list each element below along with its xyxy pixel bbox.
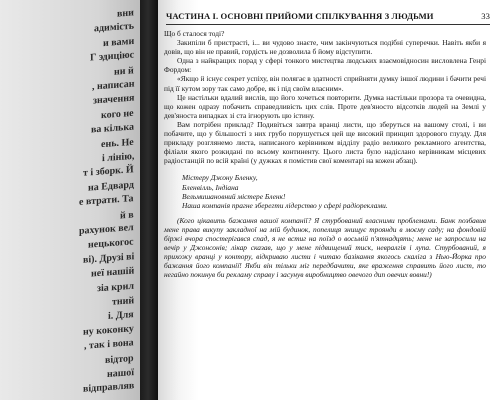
letter-salutation: Вельмишановний містере Бленк! xyxy=(182,191,286,201)
paragraph: Вам потрібен приклад? Подивіться завтра вранці листи, що зберуться на вашому столі, і ви побачите, що у більшості з них грубо порушується цей ще високий принцип здорового глузду. Для прикладу розглянемо листа, написаного керівником відділу радіо великого рекламного агентства, філіали якого розкидані по всьому континенту. Цього листа було надіслано керівникам місцевих радіостанцій по всій країні (у дужках я помістив свої коментарі на кожен абзац). xyxy=(164,119,486,166)
header-title: ЧАСТИНА I. ОСНОВНІ ПРИЙОМИ СПІЛКУВАННЯ З ЛЮДЬМИ xyxy=(166,11,434,21)
paragraph: Одна з найкращих порад у сфері тонкого мистецтва людських взаємовідносин висловлена Генрі Фордом: xyxy=(164,56,486,75)
left-page-fragment: кого не xyxy=(101,107,134,121)
left-page-fragment: вни xyxy=(117,7,134,20)
left-page-fragment: рахунок вел xyxy=(79,222,134,237)
letter-opening: Наша компанія прагне зберегти лідерство у сфері радіореклами. xyxy=(182,200,388,210)
left-page-fragment: тний xyxy=(111,295,134,308)
left-page-fragment: значення xyxy=(92,92,134,107)
left-page-fragment: ни й xyxy=(114,64,134,78)
left-page-fragment: Г эдиціюс xyxy=(89,49,134,64)
page-body xyxy=(164,29,486,279)
left-page-fragment: неї нашій xyxy=(90,265,134,280)
left-page-fragment: , так і вона xyxy=(84,337,134,352)
header-rule xyxy=(166,24,490,25)
paragraph: Закипіли б пристрасті, і... ви чудово знаєте, чим закінчуються подібні суперечки. Навіть якби я довів, що він не правий, гордість не дозволила б йому відступити. xyxy=(164,38,486,57)
commentary-paragraph: (Кого цікавить бажання вашої компанії? Я стурбований власними проблемами. Банк позбавив мене права викупу закладної на мій будинок, попелиця знищує троянди в моєму саду; на фондовій біржі вчора спостерігався спад, я не встиг на поїзд о восьмій п'ятнадцять; мене не запросили на вечір у Джонсонів; лікар сказав, що у мене підвищений тиск, невралгія і лупа. Стурбований, я прихожу вранці у контору, відкриваю листи і читаю базікання якогось скаліга з Нью-Йорка про бажання його компанії! Якби він тільки міг передбачити, яке враження справить його лист, то негайно покинув би рекламу справу і засунув виробництво овечого дип овечих вовни!) xyxy=(164,215,486,280)
running-header xyxy=(166,11,490,25)
left-page-fragment: й в xyxy=(120,209,134,222)
left-page-fragment: и вами xyxy=(102,35,134,49)
left-page-fragment: нашої xyxy=(107,367,134,380)
left-page-fragment: ві). Друзі ві xyxy=(82,251,134,266)
letter-block xyxy=(182,173,486,209)
left-page-fragment: адимість xyxy=(93,20,134,35)
left-page-fragment: нецькогос xyxy=(88,236,134,251)
left-page-fragment: , написан xyxy=(91,78,134,93)
paragraph: Що б сталося тоді? xyxy=(164,29,225,38)
left-page-fragment: на Едвард xyxy=(88,179,134,194)
left-page-fragment: і. Для xyxy=(108,309,134,323)
left-page-fragment: і лінію, xyxy=(101,150,134,165)
left-page-fragment: ва кілька xyxy=(91,121,134,136)
left-page-fragment: т і зборк. Й xyxy=(83,164,134,180)
paragraph: Це настільки вдалий вислів, що його хочеться повторити. Думка настільки прозора та очевидна, що кожен одразу побачить справедливість цих слів. Проте дев'яносто відсотків людей на Землі у дев'яноста випадках зі ста ігнорують цю істину. xyxy=(164,92,486,120)
page-number: 33 xyxy=(481,11,490,21)
left-page-fragment: ну коконку xyxy=(83,323,134,338)
previous-page xyxy=(0,0,140,400)
quote-paragraph: «Якщо й існує секрет успіху, він полягає в здатності сприйняти думку іншої людини і бачити речі під її кутом зору так само добре, як і під своїм власним». xyxy=(164,74,486,93)
left-page-fragment: відправляв xyxy=(82,380,134,396)
left-page-fragment: зіа крил xyxy=(97,280,134,294)
left-page-fragment: е втрати. Та xyxy=(79,193,134,209)
left-page-fragment: ень. Не xyxy=(101,136,134,150)
letter-location: Бленвілль, Індіана xyxy=(182,182,239,192)
left-page-fragment: відтор xyxy=(105,352,134,366)
current-page xyxy=(158,0,500,400)
letter-recipient: Містеру Джону Бленку, xyxy=(182,173,258,183)
book-gutter xyxy=(140,0,158,400)
